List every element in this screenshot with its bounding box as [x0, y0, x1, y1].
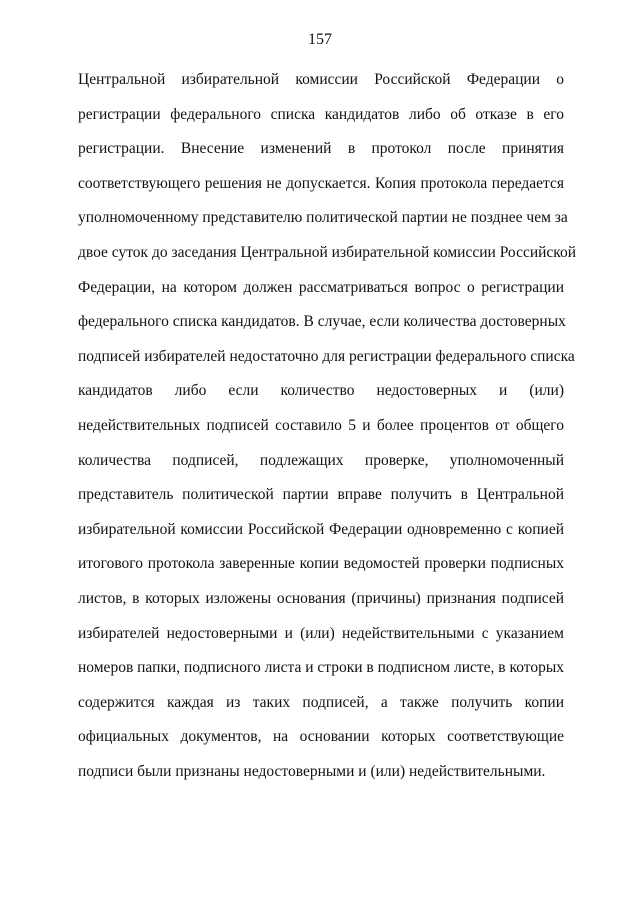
text-line: Федерации, на котором должен рассматриваться вопрос о регистрации — [78, 278, 564, 296]
text-line: недействительных подписей составило 5 и более процентов от общего — [78, 416, 564, 434]
text-line: соответствующего решения не допускается. Копия протокола передается — [78, 174, 564, 192]
text-line: избирателей недостоверными и (или) недействительными с указанием — [78, 624, 564, 642]
text-line: Центральной избирательной комиссии Российской Федерации о — [78, 71, 564, 88]
page-number: 157 — [308, 31, 332, 48]
text-line: кандидатов либо если количество недостоверных и (или) — [78, 382, 564, 400]
text-line: подписей избирателей недостаточно для регистрации федерального списка — [78, 347, 575, 365]
body-text — [78, 63, 577, 789]
text-line: количества подписей, подлежащих проверке, уполномоченный — [78, 451, 564, 469]
text-line: содержится каждая из таких подписей, а также получить копии — [78, 693, 564, 711]
text-line: федерального списка кандидатов. В случае, если количества достоверных — [78, 313, 566, 331]
text-line-last: подписи были признаны недостоверными и (или) недействительными. — [78, 762, 546, 780]
text-line: листов, в которых изложены основания (причины) признания подписей — [78, 589, 564, 607]
text-line: двое суток до заседания Центральной избирательной комиссии Российской — [78, 243, 577, 261]
text-line: регистрации федерального списка кандидатов либо об отказе в его — [78, 105, 564, 123]
text-line: официальных документов, на основании которых соответствующие — [78, 728, 564, 746]
text-line: номеров папки, подписного листа и строки в подписном листе, в которых — [78, 659, 565, 677]
text-line: итогового протокола заверенные копии ведомостей проверки подписных — [78, 555, 564, 573]
text-line: уполномоченному представителю политической партии не позднее чем за — [78, 209, 568, 227]
text-line: регистрации. Внесение изменений в протокол после принятия — [78, 140, 564, 158]
text-line: избирательной комиссии Российской Федерации одновременно с копией — [78, 520, 564, 538]
text-line: представитель политической партии вправе получить в Центральной — [78, 486, 564, 504]
